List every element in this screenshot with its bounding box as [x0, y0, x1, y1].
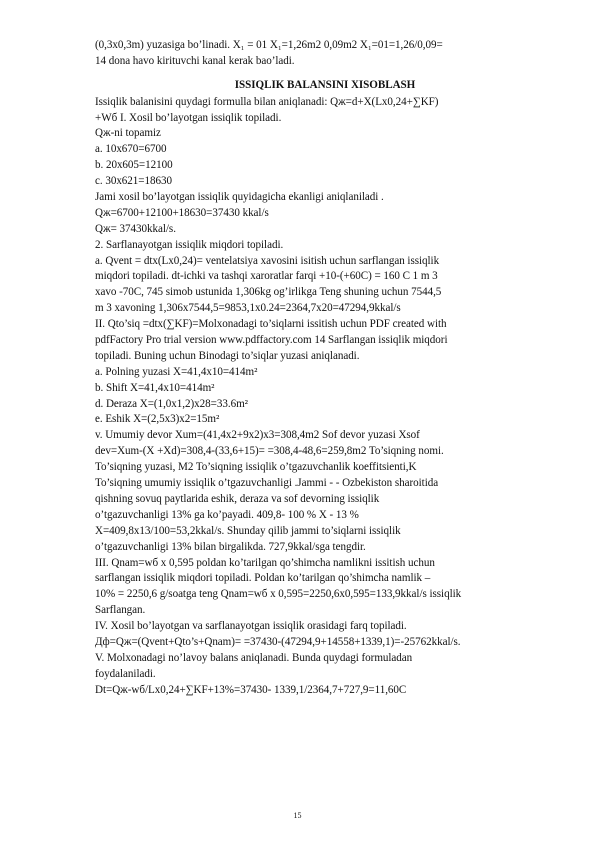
body-line: dev=Xum-(X +Xd)=308,4-(33,6+15)= =308,4-48,6=259,8m2 To’siqning nomi. [95, 445, 444, 458]
body-line: xavo -70C, 745 simob ustunida 1,306kg og’irlikga Teng shuning uchun 7544,5 [95, 286, 442, 299]
body-line: Qж=6700+12100+18630=37430 kkal/s [95, 206, 269, 219]
body-line: To’siqning umumiy issiqlik o’tgazuvchanligi .Jammi - - Ozbekiston sharoitida [95, 477, 439, 490]
intro-paragraph [95, 38, 555, 70]
page-content [95, 38, 555, 699]
body-line: 10% = 2250,6 g/soatga teng Qnam=wб x 0,595=2250,6x0,595=133,9kkal/s issiqlik [95, 588, 462, 601]
body-text [95, 95, 555, 699]
body-line: b. 20x605=12100 [95, 159, 173, 172]
body-line: qishning sovuq paytlarida eshik, deraza va sof devorning issiqlik [95, 492, 380, 505]
body-line: Qж-ni topamiz [95, 127, 161, 140]
body-line: miqdori topiladi. dt-ichki va tashqi xaroratlar farqi +10-(+60C) = 160 C 1 m 3 [95, 270, 438, 283]
body-line: V. Molxonadagi no’lavoy balans aniqlanadi. Bunda quydagi formuladan [95, 651, 413, 664]
body-line: e. Eshik X=(2,5x3)x2=15m² [95, 413, 220, 426]
body-line: v. Umumiy devor Xum=(41,4x2+9x2)x3=308,4m2 Sof devor yuzasi Xsof [95, 429, 420, 442]
body-line: To’siqning yuzasi, M2 To’siqning issiqlik o’tgazuvchanlik koeffitsienti,K [95, 461, 417, 474]
intro-line: (0,3x0,3m) yuzasiga bo’linadi. X₁ = 01 X₁=1,26m2 0,09m2 X₁=01=1,26/0,09= [95, 39, 443, 51]
body-line: Дф=Qж=(Qvent+Qto’s+Qnam)= =37430-(47294,9+14558+1339,1)=-25762kkal/s. [95, 635, 461, 648]
body-line: Jami xosil bo’layotgan issiqlik quyidagicha ekanligi aniqlaniladi . [95, 191, 384, 204]
body-line: Qж= 37430kkal/s. [95, 222, 176, 235]
body-line: a. Polning yuzasi X=41,4x10=414m² [95, 365, 258, 378]
body-line: o’tgazuvchanligi 13% bilan birgalikda. 727,9kkal/sga tengdir. [95, 540, 366, 553]
body-line: c. 30x621=18630 [95, 175, 172, 188]
body-line: foydalaniladi. [95, 667, 156, 680]
body-line: pdfFactory Pro trial version www.pdffactory.com 14 Sarflangan issiqlik miqdori [95, 334, 448, 347]
body-line: IV. Xosil bo’layotgan va sarflanayotgan issiqlik orasidagi farq topiladi. [95, 620, 407, 633]
body-line: b. Shift X=41,4x10=414m² [95, 381, 215, 394]
body-line: d. Deraza X=(1,0x1,2)x28=33.6m² [95, 397, 248, 410]
body-line: II. Qto’siq =dtx(∑KF)=Molxonadagi to’siqlarni issitish uchun PDF created with [95, 318, 447, 331]
body-line: m 3 xavoning 1,306x7544,5=9853,1x0.24=2364,7x20=47294,9kkal/s [95, 302, 401, 315]
body-line: Dt=Qж-wб/Lx0,24+∑KF+13%=37430- 1339,1/2364,7+727,9=11,60C [95, 683, 407, 696]
body-line: Sarflangan. [95, 604, 146, 617]
section-heading: ISSIQLIK BALANSINI XISOBLASH [234, 78, 416, 91]
body-line: a. 10x670=6700 [95, 143, 167, 156]
body-line: +Wб I. Xosil bo’layotgan issiqlik topiladi. [95, 111, 282, 124]
body-line: X=409,8x13/100=53,2kkal/s. Shunday qilib jammi to’siqlarni issiqlik [95, 524, 401, 537]
body-line: Issiqlik balanisini quydagi formulla bilan aniqlanadi: Qж=d+X(Lx0,24+∑KF) [95, 95, 439, 108]
body-line: topiladi. Buning uchun Binodagi to’siqlar yuzasi aniqlanadi. [95, 349, 360, 362]
body-line: sarflangan issiqlik miqdori topiladi. Poldan ko’tarilgan qo’shimcha namlik – [95, 572, 431, 585]
intro-line: 14 dona havo kirituvchi kanal kerak bao’ladi. [95, 54, 295, 67]
body-line: o’tgazuvchanligi 13% ga ko’payadi. 409,8- 100 % X - 13 % [95, 508, 359, 521]
body-line: a. Qvent = dtx(Lx0,24)= ventelatsiya xavosini isitish uchun sarflangan issiqlik [95, 254, 440, 267]
page-number: 15 [293, 811, 302, 820]
body-line: 2. Sarflanayotgan issiqlik miqdori topiladi. [95, 238, 284, 251]
body-line: III. Qnam=wб x 0,595 poldan ko’tarilgan qo’shimcha namlikni issitish uchun [95, 556, 435, 569]
